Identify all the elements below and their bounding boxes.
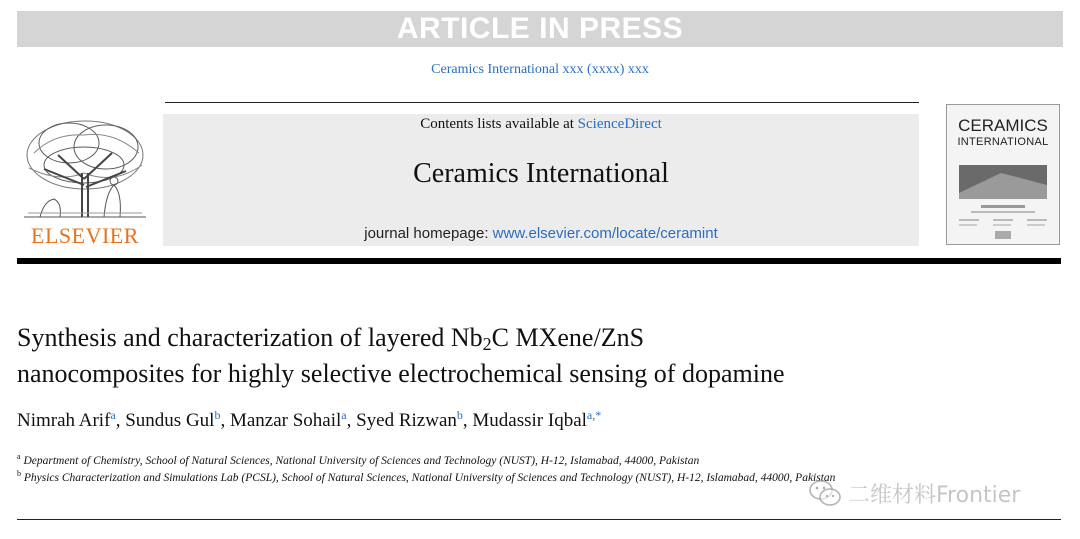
top-divider [165,102,919,103]
author-list [17,410,1057,432]
cover-title-line2: INTERNATIONAL [957,136,1049,148]
cover-artwork [951,155,1055,243]
author-item[interactable] [472,410,601,431]
title-part2: C MXene/ZnS [491,323,645,352]
homepage-prefix: journal homepage: [364,225,493,242]
author-separator: , [115,410,126,431]
affiliation-key: a [17,452,21,461]
author-item[interactable] [125,410,230,431]
journal-homepage-link[interactable]: www.elsevier.com/locate/ceramint [492,225,718,242]
author-name: Syed Rizwan [356,410,457,431]
author-item[interactable] [17,410,125,431]
author-affiliation-marker[interactable]: b [456,408,463,422]
author-affiliation-marker[interactable]: b [214,408,221,422]
author-separator: , [220,410,230,431]
homepage-line [163,225,919,242]
affiliation-text: Physics Characterization and Simulations Lab (PCSL), School of Natural Sciences, National University of Sciences and Technology (NUST), H-12, Islamabad, 44000, Pakistan [23,472,836,484]
journal-cover-thumbnail [946,104,1060,245]
journal-header-box [163,114,919,246]
title-line2: nanocomposites for highly selective electrochemical sensing of dopamine [17,359,785,388]
contents-line [163,116,919,133]
sciencedirect-link[interactable]: ScienceDirect [577,116,662,132]
author-item[interactable] [230,410,356,431]
affiliation-a [17,453,947,469]
title-subscript: 2 [482,334,492,354]
publisher-name: ELSEVIER [31,223,139,248]
banner-text: ARTICLE IN PRESS [396,12,684,45]
author-name: Sundus Gul [125,410,215,431]
author-affiliation-marker[interactable]: a [110,408,116,422]
article-in-press-banner [17,11,1063,47]
author-name: Mudassir Iqbal [472,410,587,431]
affiliation-text: Department of Chemistry, School of Natural Sciences, National University of Sciences and Technology (NUST), H-12, Islamabad, 44000, Pakistan [23,455,700,467]
contents-prefix: Contents lists available at [420,116,578,132]
author-separator: , [346,410,357,431]
watermark [808,476,1020,510]
affiliation-key: b [17,469,21,478]
author-name: Nimrah Arif [17,410,111,431]
bottom-divider [17,519,1061,520]
journal-title: Ceramics International [413,158,669,189]
header-thick-divider [17,258,1061,264]
author-separator: , [462,410,473,431]
cover-title-line1: CERAMICS [958,116,1048,135]
author-name: Manzar Sohail [229,410,342,431]
watermark-text: 二维材料Frontier [848,482,1021,508]
author-affiliation-marker[interactable]: a,* [586,408,602,422]
author-affiliation-marker[interactable]: a [341,408,347,422]
wechat-icon [808,478,842,508]
title-part1: Synthesis and characterization of layered Nb [17,323,483,352]
article-title [17,320,1057,392]
author-item[interactable] [356,410,472,431]
journal-reference[interactable]: Ceramics International xxx (xxxx) xxx [431,62,649,77]
